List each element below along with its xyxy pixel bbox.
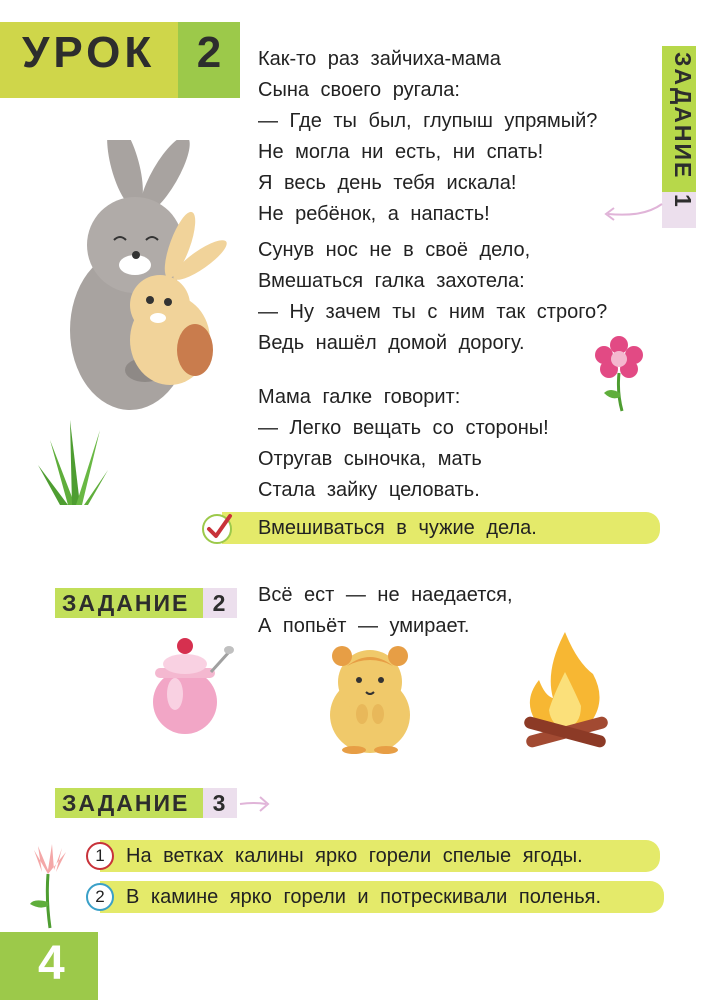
- lesson-number: 2: [196, 28, 222, 77]
- poem-line: — Ну зачем ты с ним так строго?: [258, 301, 608, 323]
- task3-label: ЗАДАНИЕ: [62, 790, 190, 816]
- sugar-bowl-illustration: [145, 632, 235, 737]
- poem-line: Вмешаться галка захотела:: [258, 270, 525, 292]
- poem-line: Сунув нос не в своё дело,: [258, 239, 531, 261]
- check-icon: [200, 510, 236, 546]
- task2-number: 2: [212, 590, 228, 616]
- page-number: 4: [38, 937, 65, 990]
- poem-line: Я весь день тебя искала!: [258, 172, 517, 194]
- poem-line: Как-то раз зайчиха-мама: [258, 48, 501, 70]
- poem-line: Мама галке говорит:: [258, 386, 461, 408]
- hamster-illustration: [322, 640, 417, 755]
- poem-stanza-1: [258, 44, 678, 230]
- campfire-illustration: [515, 622, 615, 762]
- riddle-line: А попьёт — умирает.: [258, 615, 470, 637]
- task3-number: 3: [212, 790, 228, 816]
- task1-answer: Вмешиваться в чужие дела.: [258, 517, 537, 539]
- task1-label: ЗАДАНИЕ: [670, 52, 696, 180]
- poem-line: Не ребёнок, а напасть!: [258, 203, 490, 225]
- item-number-circle: 1: [86, 842, 114, 870]
- poem-line: Сына своего ругала:: [258, 79, 460, 101]
- flower-illustration: [592, 335, 647, 415]
- task3-item-text: На ветках калины ярко горели спелые ягоды.: [126, 845, 583, 867]
- small-flower-illustration: [24, 840, 74, 930]
- task1-number: 1: [670, 194, 696, 207]
- arrow-right-icon: [238, 790, 272, 816]
- poem-line: — Легко вещать со стороны!: [258, 417, 549, 439]
- rabbits-illustration: [50, 140, 230, 410]
- riddle-line: Всё ест — не наедается,: [258, 584, 513, 606]
- poem-line: — Где ты был, глупыш упрямый?: [258, 110, 598, 132]
- poem-line: Отругав сыночка, мать: [258, 448, 482, 470]
- poem-line: Стала зайку целовать.: [258, 479, 480, 501]
- item-number-circle: 2: [86, 883, 114, 911]
- task2-label: ЗАДАНИЕ: [62, 590, 190, 616]
- grass-illustration: [30, 410, 110, 510]
- lesson-title: УРОК: [22, 28, 156, 77]
- poem-line: Не могла ни есть, ни спать!: [258, 141, 544, 163]
- poem-line: Ведь нашёл домой дорогу.: [258, 332, 525, 354]
- task3-item-text: В камине ярко горели и потрескивали поленья.: [126, 886, 602, 908]
- task2-riddle: [258, 580, 678, 642]
